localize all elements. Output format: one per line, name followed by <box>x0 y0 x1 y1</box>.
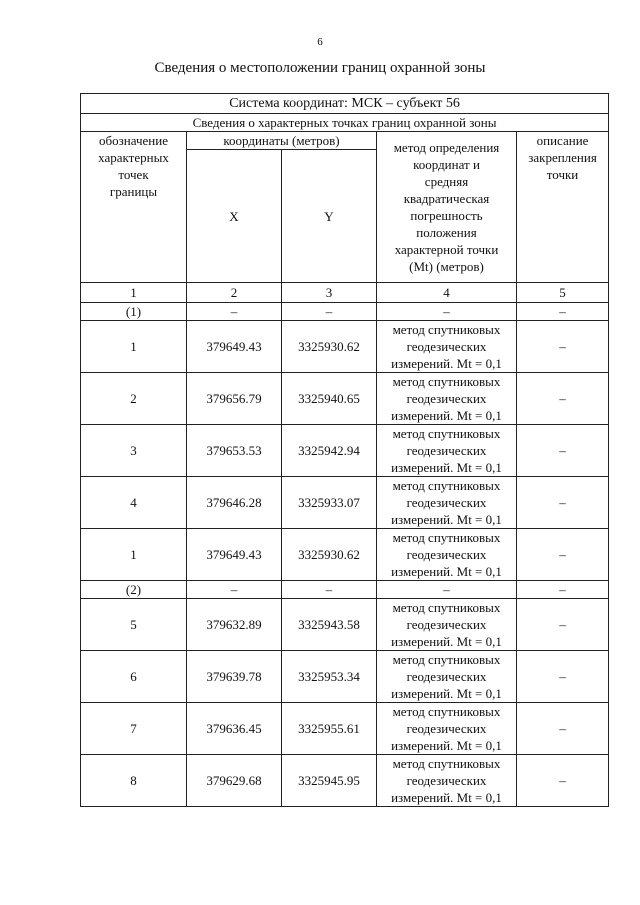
coordinate-y: – <box>282 303 377 321</box>
coordinate-x: 379629.68 <box>187 755 282 807</box>
column-number: 3 <box>282 283 377 303</box>
coordinate-x: 379649.43 <box>187 321 282 373</box>
measurement-method-line: измерений. Mt = 0,1 <box>391 356 502 371</box>
measurement-method <box>377 321 517 373</box>
coordinate-x: 379656.79 <box>187 373 282 425</box>
measurement-method-line: геодезических <box>406 669 487 684</box>
measurement-method-line: измерений. Mt = 0,1 <box>391 408 502 423</box>
coordinate-y: 3325955.61 <box>282 703 377 755</box>
point-row <box>81 373 609 425</box>
header-method-line: положения <box>416 225 477 240</box>
measurement-method-line: метод спутниковых <box>392 374 501 389</box>
measurement-method-line: измерений. Mt = 0,1 <box>391 512 502 527</box>
measurement-method-line: геодезических <box>406 617 487 632</box>
measurement-method-line: измерений. Mt = 0,1 <box>391 738 502 753</box>
coordinate-x: – <box>187 303 282 321</box>
boundary-points-info-row: Сведения о характерных точках границ охранной зоны <box>81 114 609 132</box>
header-description-line: точки <box>546 167 579 182</box>
point-row <box>81 477 609 529</box>
header-description <box>517 132 609 283</box>
header-method-line: характерной точки <box>394 242 499 257</box>
coordinate-y: 3325942.94 <box>282 425 377 477</box>
measurement-method-line: измерений. Mt = 0,1 <box>391 634 502 649</box>
fixing-description: – <box>517 425 609 477</box>
measurement-method-line: измерений. Mt = 0,1 <box>391 686 502 701</box>
measurement-method: – <box>377 303 517 321</box>
header-method-line: квадратическая <box>403 191 490 206</box>
coordinate-y: 3325940.65 <box>282 373 377 425</box>
fixing-description: – <box>517 303 609 321</box>
measurement-method <box>377 373 517 425</box>
point-row <box>81 529 609 581</box>
point-designation: 8 <box>81 755 187 807</box>
measurement-method-line: метод спутниковых <box>392 478 501 493</box>
measurement-method <box>377 703 517 755</box>
header-designation-line: обозначение <box>99 133 168 148</box>
coordinate-y: 3325943.58 <box>282 599 377 651</box>
header-x: X <box>187 150 282 283</box>
measurement-method <box>377 755 517 807</box>
fixing-description: – <box>517 477 609 529</box>
header-method-line: координат и <box>413 157 480 172</box>
column-number: 2 <box>187 283 282 303</box>
point-designation: 5 <box>81 599 187 651</box>
fixing-description: – <box>517 581 609 599</box>
point-designation: 4 <box>81 477 187 529</box>
coordinates-table <box>80 93 609 807</box>
contour-row <box>81 581 609 599</box>
fixing-description: – <box>517 755 609 807</box>
coordinate-y: 3325953.34 <box>282 651 377 703</box>
measurement-method-line: измерений. Mt = 0,1 <box>391 460 502 475</box>
measurement-method-line: метод спутниковых <box>392 652 501 667</box>
fixing-description: – <box>517 529 609 581</box>
measurement-method-line: геодезических <box>406 495 487 510</box>
point-designation: (1) <box>81 303 187 321</box>
measurement-method-line: метод спутниковых <box>392 756 501 771</box>
measurement-method: – <box>377 581 517 599</box>
fixing-description: – <box>517 599 609 651</box>
coordinate-x: 379639.78 <box>187 651 282 703</box>
measurement-method-line: метод спутниковых <box>392 426 501 441</box>
column-number: 4 <box>377 283 517 303</box>
header-description-line: закрепления <box>528 150 597 165</box>
point-row <box>81 599 609 651</box>
point-row <box>81 425 609 477</box>
measurement-method-line: измерений. Mt = 0,1 <box>391 564 502 579</box>
measurement-method-line: геодезических <box>406 721 487 736</box>
measurement-method <box>377 599 517 651</box>
coordinate-x: 379653.53 <box>187 425 282 477</box>
measurement-method-line: метод спутниковых <box>392 322 501 337</box>
header-description-line: описание <box>536 133 589 148</box>
measurement-method-line: геодезических <box>406 391 487 406</box>
point-row <box>81 651 609 703</box>
header-method-line: (Mt) (метров) <box>409 259 484 274</box>
measurement-method-line: метод спутниковых <box>392 704 501 719</box>
header-designation <box>81 132 187 283</box>
point-designation: 3 <box>81 425 187 477</box>
coordinate-x: – <box>187 581 282 599</box>
header-method-line: погрешность <box>410 208 483 223</box>
point-designation: (2) <box>81 581 187 599</box>
measurement-method-line: измерений. Mt = 0,1 <box>391 790 502 805</box>
coordinate-y: 3325930.62 <box>282 529 377 581</box>
measurement-method-line: геодезических <box>406 443 487 458</box>
fixing-description: – <box>517 703 609 755</box>
point-designation: 1 <box>81 321 187 373</box>
point-designation: 7 <box>81 703 187 755</box>
header-method <box>377 132 517 283</box>
coordinate-x: 379649.43 <box>187 529 282 581</box>
point-designation: 6 <box>81 651 187 703</box>
coordinate-y: 3325933.07 <box>282 477 377 529</box>
header-method-line: средняя <box>424 174 469 189</box>
header-method-line: метод определения <box>393 140 500 155</box>
page-title: Сведения о местоположении границ охранной зоны <box>154 60 486 76</box>
coordinate-x: 379636.45 <box>187 703 282 755</box>
measurement-method-line: геодезических <box>406 773 487 788</box>
point-row <box>81 703 609 755</box>
header-designation-line: точек <box>118 167 149 182</box>
header-designation-line: характерных <box>98 150 169 165</box>
measurement-method <box>377 651 517 703</box>
measurement-method <box>377 425 517 477</box>
coordinate-y: 3325930.62 <box>282 321 377 373</box>
measurement-method <box>377 529 517 581</box>
header-coordinates: координаты (метров) <box>187 132 377 150</box>
point-designation: 2 <box>81 373 187 425</box>
measurement-method <box>377 477 517 529</box>
contour-row <box>81 303 609 321</box>
point-row <box>81 321 609 373</box>
fixing-description: – <box>517 651 609 703</box>
fixing-description: – <box>517 373 609 425</box>
column-number: 5 <box>517 283 609 303</box>
coordinate-system-row: Система координат: МСК – субъект 56 <box>81 94 609 114</box>
page-number: 6 <box>317 36 323 48</box>
measurement-method-line: метод спутниковых <box>392 600 501 615</box>
coordinate-x: 379632.89 <box>187 599 282 651</box>
point-row <box>81 755 609 807</box>
coordinate-x: 379646.28 <box>187 477 282 529</box>
measurement-method-line: метод спутниковых <box>392 530 501 545</box>
header-designation-line: границы <box>109 184 158 199</box>
column-number: 1 <box>81 283 187 303</box>
header-y: Y <box>282 150 377 283</box>
measurement-method-line: геодезических <box>406 547 487 562</box>
point-designation: 1 <box>81 529 187 581</box>
coordinate-y: – <box>282 581 377 599</box>
measurement-method-line: геодезических <box>406 339 487 354</box>
fixing-description: – <box>517 321 609 373</box>
coordinate-y: 3325945.95 <box>282 755 377 807</box>
